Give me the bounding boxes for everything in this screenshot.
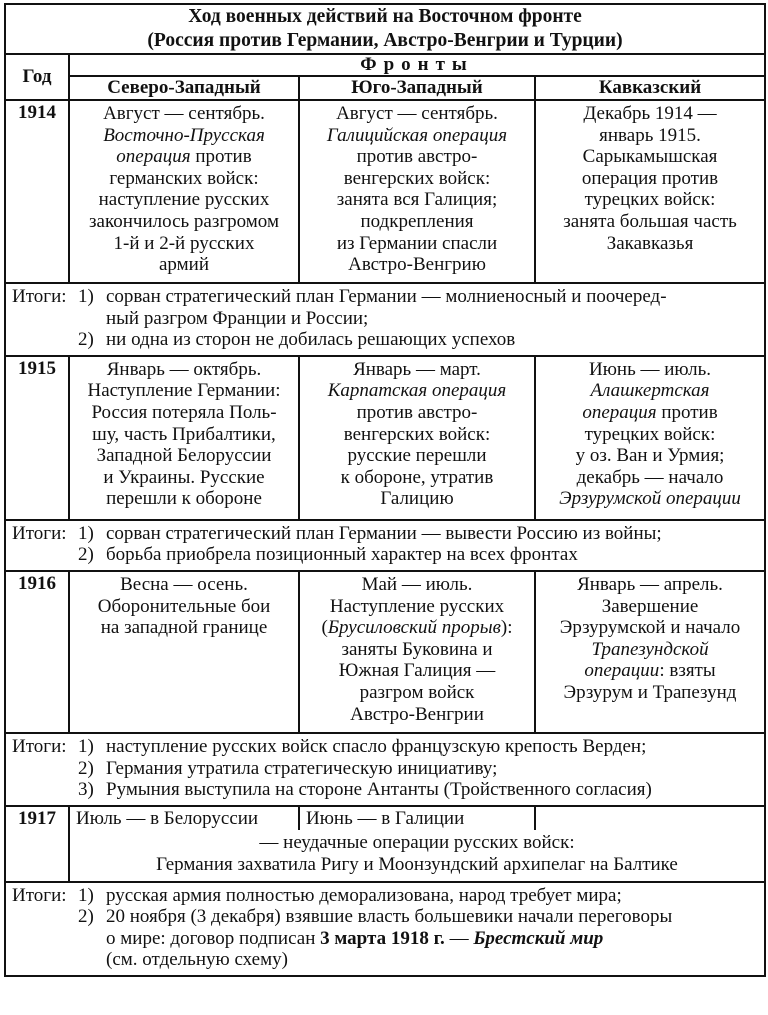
text-line: Алашкертская (590, 380, 710, 402)
results-label-spacer (12, 758, 78, 780)
text-line: Весна — осень. (120, 573, 248, 595)
text-line: Январь — октябрь. (106, 358, 262, 380)
results-label: Итоги: (12, 884, 67, 906)
result-text: сорван стратегический план Германии — молниеносный и поочеред- (106, 286, 667, 307)
text-line: шу, часть Прибалтики, (92, 423, 276, 445)
cell-1917-caucasus-empty (535, 806, 765, 831)
text-line: Завершение (601, 595, 699, 617)
text-line: Западной Белоруссии (96, 445, 272, 467)
results-1914 (5, 283, 765, 356)
text-line: Австро-Венгрии (350, 703, 484, 725)
text-line: Январь — март. (353, 358, 481, 380)
year-1914: 1914 (5, 100, 69, 283)
result-text: ный разгром Франции и России; (106, 307, 369, 329)
text-line: Австро-Венгрию (348, 254, 486, 276)
results-label-spacer (12, 308, 78, 330)
results-1917 (5, 882, 765, 976)
result-number: 2) (78, 329, 94, 351)
results-label-spacer (12, 779, 78, 801)
text-line (540, 660, 760, 682)
text-line: занята большая часть (563, 210, 737, 232)
text-line (74, 146, 294, 168)
text-fragment: операция (582, 401, 657, 423)
treaty-name: Брестский мир (473, 927, 604, 949)
text-line: Россия потеряла Поль- (91, 401, 277, 423)
cell-1914-caucasus (535, 100, 765, 283)
text-line: Эрзурумской операции (559, 488, 741, 510)
text-line: против австро- (356, 146, 478, 168)
cell-1916-northwest (69, 571, 299, 733)
result-number: 1) (78, 522, 94, 544)
result-item (12, 523, 758, 545)
front-header-northwest: Северо-Западный (69, 76, 299, 100)
result-number: 2) (78, 906, 94, 928)
result-item (12, 286, 758, 308)
cell-1914-northwest (69, 100, 299, 283)
text-line: Карпатская операция (327, 380, 507, 402)
result-item (12, 329, 758, 351)
year-1915: 1915 (5, 356, 69, 520)
text-fragment: операция (116, 146, 191, 168)
text-line: германских войск: (109, 167, 259, 189)
result-item (12, 544, 758, 566)
results-1916 (5, 733, 765, 806)
text-line: на западной границе (100, 617, 268, 639)
page (4, 3, 764, 977)
cell-1916-southwest (299, 571, 535, 733)
text-line: против австро- (356, 401, 478, 423)
war-table (4, 3, 766, 977)
cell-1916-caucasus (535, 571, 765, 733)
results-label-spacer (12, 329, 78, 351)
text-line: декабрь — начало (576, 466, 724, 488)
text-line: Закавказья (606, 232, 694, 254)
results-label-spacer (12, 544, 78, 566)
text-line: и Украины. Русские (103, 466, 265, 488)
text-line: Сарыкамышская (582, 146, 718, 168)
text-line: Эрзурумской и начало (559, 617, 741, 639)
text-fragment: : взяты (659, 660, 716, 682)
text-fragment: против (656, 401, 718, 423)
text-line (304, 617, 530, 639)
text-line: армий (158, 254, 209, 276)
text-line: Эрзурум и Трапезунд (563, 681, 737, 703)
text-line: Южная Галиция — (338, 660, 496, 682)
result-item (12, 308, 758, 330)
text-line: Галицийская операция (326, 124, 508, 146)
text-line: закончилось разгромом (89, 210, 279, 232)
result-number: 1) (78, 286, 94, 307)
result-continuation (12, 928, 758, 950)
text-fragment: о мире: договор подписан (106, 927, 321, 949)
text-line: Январь — апрель. (577, 573, 723, 595)
cell-1917-southwest: Июнь — в Галиции (299, 806, 535, 831)
cell-1915-southwest (299, 356, 535, 520)
result-text: наступление русских войск спасло французскую крепость Верден; (106, 735, 647, 757)
text-fragment: ): (500, 617, 513, 639)
result-number: 1) (78, 884, 94, 906)
results-1915 (5, 520, 765, 571)
result-number (78, 308, 106, 330)
cell-1915-caucasus (535, 356, 765, 520)
text-line: Июнь — июль. (588, 358, 712, 380)
text-line: разгром войск (359, 681, 475, 703)
result-item (12, 736, 758, 758)
text-line: из Германии спасли (336, 232, 498, 254)
text-fragment: Брусиловский прорыв (327, 617, 501, 639)
result-item (12, 779, 758, 801)
text-fragment: ( (321, 617, 328, 639)
results-label: Итоги: (12, 735, 67, 757)
title-line-1: Ход военных действий на Восточном фронте (188, 6, 582, 27)
text-line: подкрепления (360, 210, 474, 232)
text-line: Август — сентябрь. (103, 103, 265, 124)
text-fragment: против (190, 146, 252, 168)
text-line: Трапезундской (591, 638, 709, 660)
text-line: операция против (581, 167, 719, 189)
text-line: занята вся Галиция; (336, 189, 498, 211)
text-line (540, 402, 760, 424)
cell-1917-northwest: Июль — в Белоруссии (69, 806, 299, 831)
result-number: 2) (78, 544, 94, 566)
text-line: венгерских войск: (343, 423, 491, 445)
results-label-spacer (12, 906, 78, 928)
text-line: заняты Буковина и (341, 638, 493, 660)
year-1917: 1917 (5, 806, 69, 882)
cell-1914-southwest (299, 100, 535, 283)
treaty-date: 3 марта 1918 г. (320, 927, 445, 949)
text-line: Оборонительные бои (97, 595, 271, 617)
cell-1917-summary (69, 830, 765, 881)
text-line: венгерских войск: (343, 167, 491, 189)
table-title (5, 4, 765, 54)
result-text: борьба приобрела позиционный характер на всех фронтах (106, 544, 578, 566)
result-text: 20 ноября (3 декабря) взявшие власть большевики начали переговоры (106, 906, 673, 928)
result-item (12, 885, 758, 907)
text-fragment: — (444, 927, 474, 949)
front-header-caucasus: Кавказский (535, 76, 765, 100)
cell-1915-northwest (69, 356, 299, 520)
text-line: Декабрь 1914 — (583, 103, 717, 124)
results-label: Итоги: (12, 286, 67, 307)
text-line: турецких войск: (584, 423, 716, 445)
text-line: к обороне, утратив (340, 466, 494, 488)
text-line: январь 1915. (599, 124, 701, 146)
result-text: сорван стратегический план Германии — вывести Россию из войны; (106, 522, 662, 544)
text-line: Май — июль. (361, 573, 473, 595)
text-line: Галицию (380, 488, 454, 510)
text-line: наступление русских (98, 189, 270, 211)
text-fragment: операции (584, 660, 660, 682)
result-number: 1) (78, 735, 94, 757)
fronts-header: Фронты (69, 54, 765, 76)
text-line: у оз. Ван и Урмия; (575, 445, 725, 467)
result-continuation: (см. отдельную схему) (106, 949, 288, 971)
results-label: Итоги: (12, 522, 67, 544)
result-number: 3) (78, 779, 94, 801)
text-line: русские перешли (347, 445, 487, 467)
text-line: турецких войск: (584, 189, 716, 211)
text-line: — неудачные операции русских войск: (259, 832, 575, 854)
front-header-southwest: Юго-Западный (299, 76, 535, 100)
year-header: Год (5, 54, 69, 100)
year-1916: 1916 (5, 571, 69, 733)
result-text: ни одна из сторон не добилась решающих успехов (106, 329, 516, 351)
result-text: русская армия полностью деморализована, народ требует мира; (106, 884, 622, 906)
text-line: Август — сентябрь. (336, 103, 498, 124)
result-item (12, 906, 758, 928)
result-text: Германия утратила стратегическую инициативу; (106, 757, 498, 779)
text-line: Наступление Германии: (87, 380, 281, 402)
text-line: перешли к обороне (106, 488, 262, 510)
result-text: Румыния выступила на стороне Антанты (Тройственного согласия) (106, 779, 652, 801)
text-line: Восточно-Прусская (103, 124, 265, 146)
title-line-2: (Россия против Германии, Австро-Венгрии и Турции) (147, 30, 623, 51)
result-number: 2) (78, 757, 94, 779)
text-line: Германия захватила Ригу и Моонзундский архипелаг на Балтике (156, 853, 678, 875)
text-line: Наступление русских (329, 595, 505, 617)
result-item (12, 758, 758, 780)
text-line: 1-й и 2-й русских (113, 232, 255, 254)
